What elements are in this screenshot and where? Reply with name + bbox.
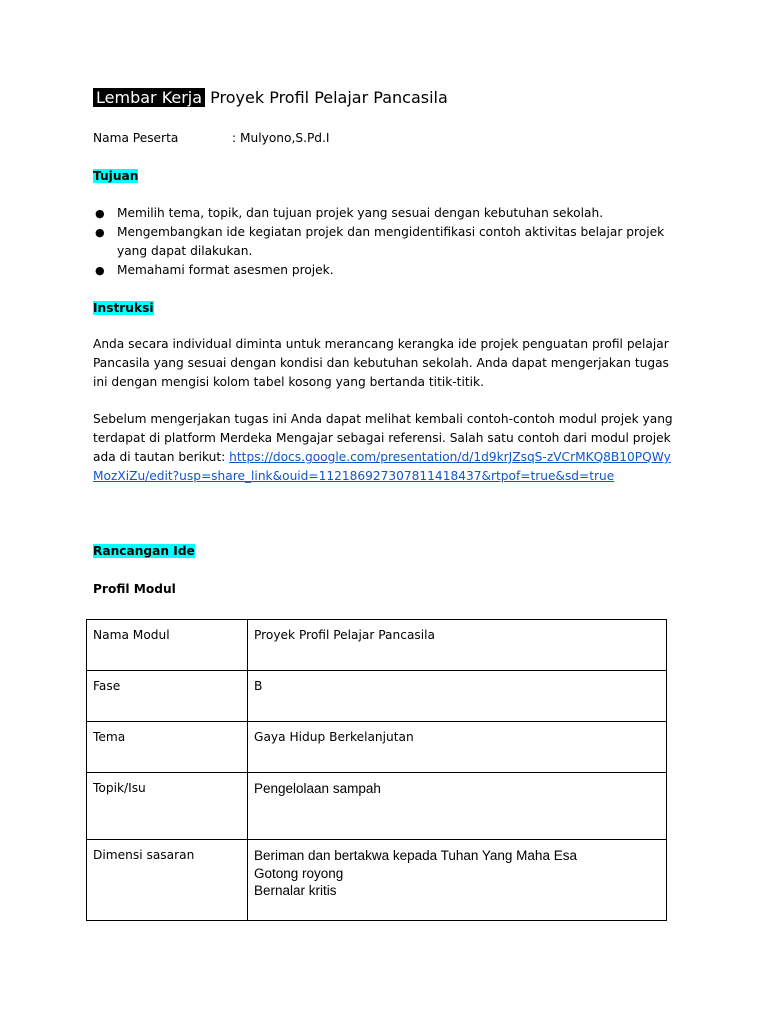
table-cell-label: Fase [87, 671, 248, 722]
cell-line: Gotong royong [254, 865, 344, 881]
table-cell-label: Dimensi sasaran [87, 840, 248, 921]
title-rest: Proyek Profil Pelajar Pancasila [205, 88, 448, 107]
table-cell-value [248, 620, 667, 671]
instruksi-heading-text: Instruksi [93, 301, 154, 315]
table-cell-value [248, 722, 667, 773]
list-item [93, 204, 673, 223]
instruksi-paragraph-2-text: Sebelum mengerjakan tugas ini Anda dapat melihat kembali contoh-contoh modul projek yang terdapat di platform Merdeka Mengajar sebagai referensi. Salah satu contoh dari modul projek ada di tautan berikut: [93, 412, 673, 464]
tujuan-list [93, 204, 673, 280]
participant-field [93, 129, 693, 148]
cell-line: B [254, 679, 263, 693]
cell-line: Proyek Profil Pelajar Pancasila [254, 628, 436, 642]
table-row [87, 722, 667, 773]
bullet-icon: ● [95, 264, 105, 277]
table-row [87, 620, 667, 671]
instruksi-heading [93, 299, 154, 318]
table-cell-value [248, 840, 667, 921]
table-cell-label: Topik/Isu [87, 773, 248, 840]
tujuan-heading-text: Tujuan [93, 169, 139, 183]
table-row [87, 773, 667, 840]
cell-line: Bernalar kritis [254, 883, 337, 898]
participant-label: Nama Peserta [93, 131, 179, 145]
bullet-icon: ● [95, 226, 105, 239]
list-item [93, 223, 673, 261]
table-cell-value [248, 773, 667, 840]
list-item-text: Mengembangkan ide kegiatan projek dan mengidentifikasi contoh aktivitas belajar projek yang dapat dilakukan. [117, 225, 665, 258]
tujuan-heading [93, 167, 138, 186]
title-highlight: Lembar Kerja [93, 88, 205, 107]
list-item [93, 261, 673, 280]
rancangan-heading [93, 542, 195, 561]
page-title [93, 87, 448, 109]
table-row [87, 671, 667, 722]
instruksi-paragraph-2 [93, 410, 673, 486]
table-cell-label: Nama Modul [87, 620, 248, 671]
list-item-text: Memahami format asesmen projek. [117, 263, 334, 277]
bullet-icon: ● [95, 207, 105, 220]
profil-modul-table [86, 619, 667, 921]
cell-line: Pengelolaan sampah [254, 781, 381, 796]
participant-value: : Mulyono,S.Pd.I [232, 131, 330, 145]
cell-line: Beriman dan bertakwa kepada Tuhan Yang Maha Esa [254, 848, 577, 863]
rancangan-heading-text: Rancangan Ide [93, 544, 195, 558]
table-cell-value [248, 671, 667, 722]
module-example-link[interactable]: https://docs.google.com/presentation/d/1d9krJZsqS-zVCrMKQ8B10PQWyMozXiZu/edit?usp=share_link&ouid=112186927307811418437&rtpof=true&sd=true [93, 450, 671, 483]
profil-modul-heading: Profil Modul [93, 582, 176, 596]
cell-line: Gaya Hidup Berkelanjutan [254, 730, 414, 744]
table-cell-label: Tema [87, 722, 248, 773]
list-item-text: Memilih tema, topik, dan tujuan projek yang sesuai dengan kebutuhan sekolah. [117, 206, 604, 220]
instruksi-paragraph-1: Anda secara individual diminta untuk merancang kerangka ide projek penguatan profil pelajar Pancasila yang sesuai dengan kondisi dan kebutuhan sekolah. Anda dapat mengerjakan tugas ini dengan mengisi kolom tabel kosong yang bertanda titik-titik. [93, 337, 669, 389]
table-row [87, 840, 667, 921]
